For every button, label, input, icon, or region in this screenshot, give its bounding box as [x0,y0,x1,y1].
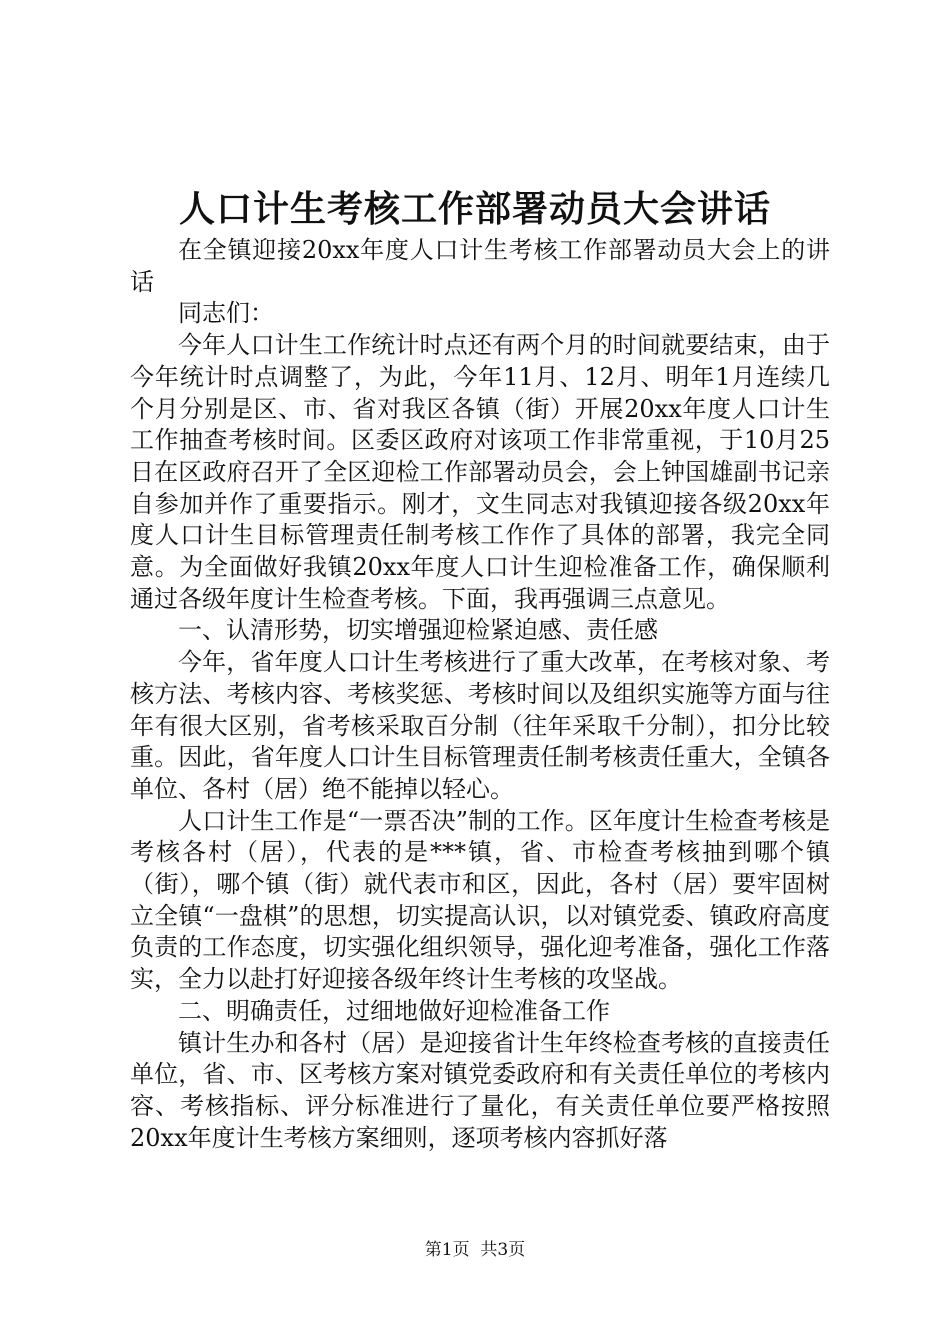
page-number: 第1页 [424,1240,470,1260]
document-title: 人口计生考核工作部署动员大会讲话 [178,188,771,230]
body-paragraph: 今年，省年度人口计生考核进行了重大改革，在考核对象、考核方法、考核内容、考核奖惩、考核时间以及组织实施等方面与往年有很大区别，省考核采取百分制（往年采取千分制），扣分比较重。因此，省年度人口计生目标管理责任制考核责任重大，全镇各单位、各村（居）绝不能掉以轻心。 [130,648,830,803]
section-heading-2: 二、明确责任，过细地做好迎检准备工作 [178,996,610,1025]
document-body [130,235,830,1154]
salutation: 同志们： [178,299,274,328]
section-heading-1: 一、认清形势，切实增强迎检紧迫感、责任感 [178,616,658,645]
page-footer [0,1238,950,1262]
body-paragraph: 人口计生工作是“一票否决”制的工作。区年度计生检查考核是考核各村（居），代表的是***镇，省、市检查考核抽到哪个镇（街），哪个镇（街）就代表市和区，因此，各村（居）要牢固树立全镇“一盘棋”的思想，切实提高认识，以对镇党委、镇政府高度负责的工作态度，切实强化组织领导，强化迎考准备，强化工作落实，全力以赴打好迎接各级年终计生考核的攻坚战。 [130,806,830,994]
body-paragraph: 镇计生办和各村（居）是迎接省计生年终检查考核的直接责任单位，省、市、区考核方案对镇党委政府和有关责任单位的考核内容、考核指标、评分标准进行了量化，有关责任单位要严格按照20xx年度计生考核方案细则，逐项考核内容抓好落 [130,1028,830,1152]
page-total: 共3页 [480,1240,526,1260]
intro-paragraph: 在全镇迎接20xx年度人口计生考核工作部署动员大会上的讲话 [130,236,830,296]
body-paragraph: 今年人口计生工作统计时点还有两个月的时间就要结束，由于今年统计时点调整了，为此，今年11月、12月、明年1月连续几个月分别是区、市、省对我区各镇（街）开展20xx年度人口计生工作抽查考核时间。区委区政府对该项工作非常重视，于10月25日在区政府召开了全区迎检工作部署动员会，会上钟国雄副书记亲自参加并作了重要指示。刚才，文生同志对我镇迎接各级20xx年度人口计生目标管理责任制考核工作作了具体的部署，我完全同意。为全面做好我镇20xx年度人口计生迎检准备工作，确保顺利通过各级年度计生检查考核。下面，我再强调三点意见。 [130,331,830,613]
